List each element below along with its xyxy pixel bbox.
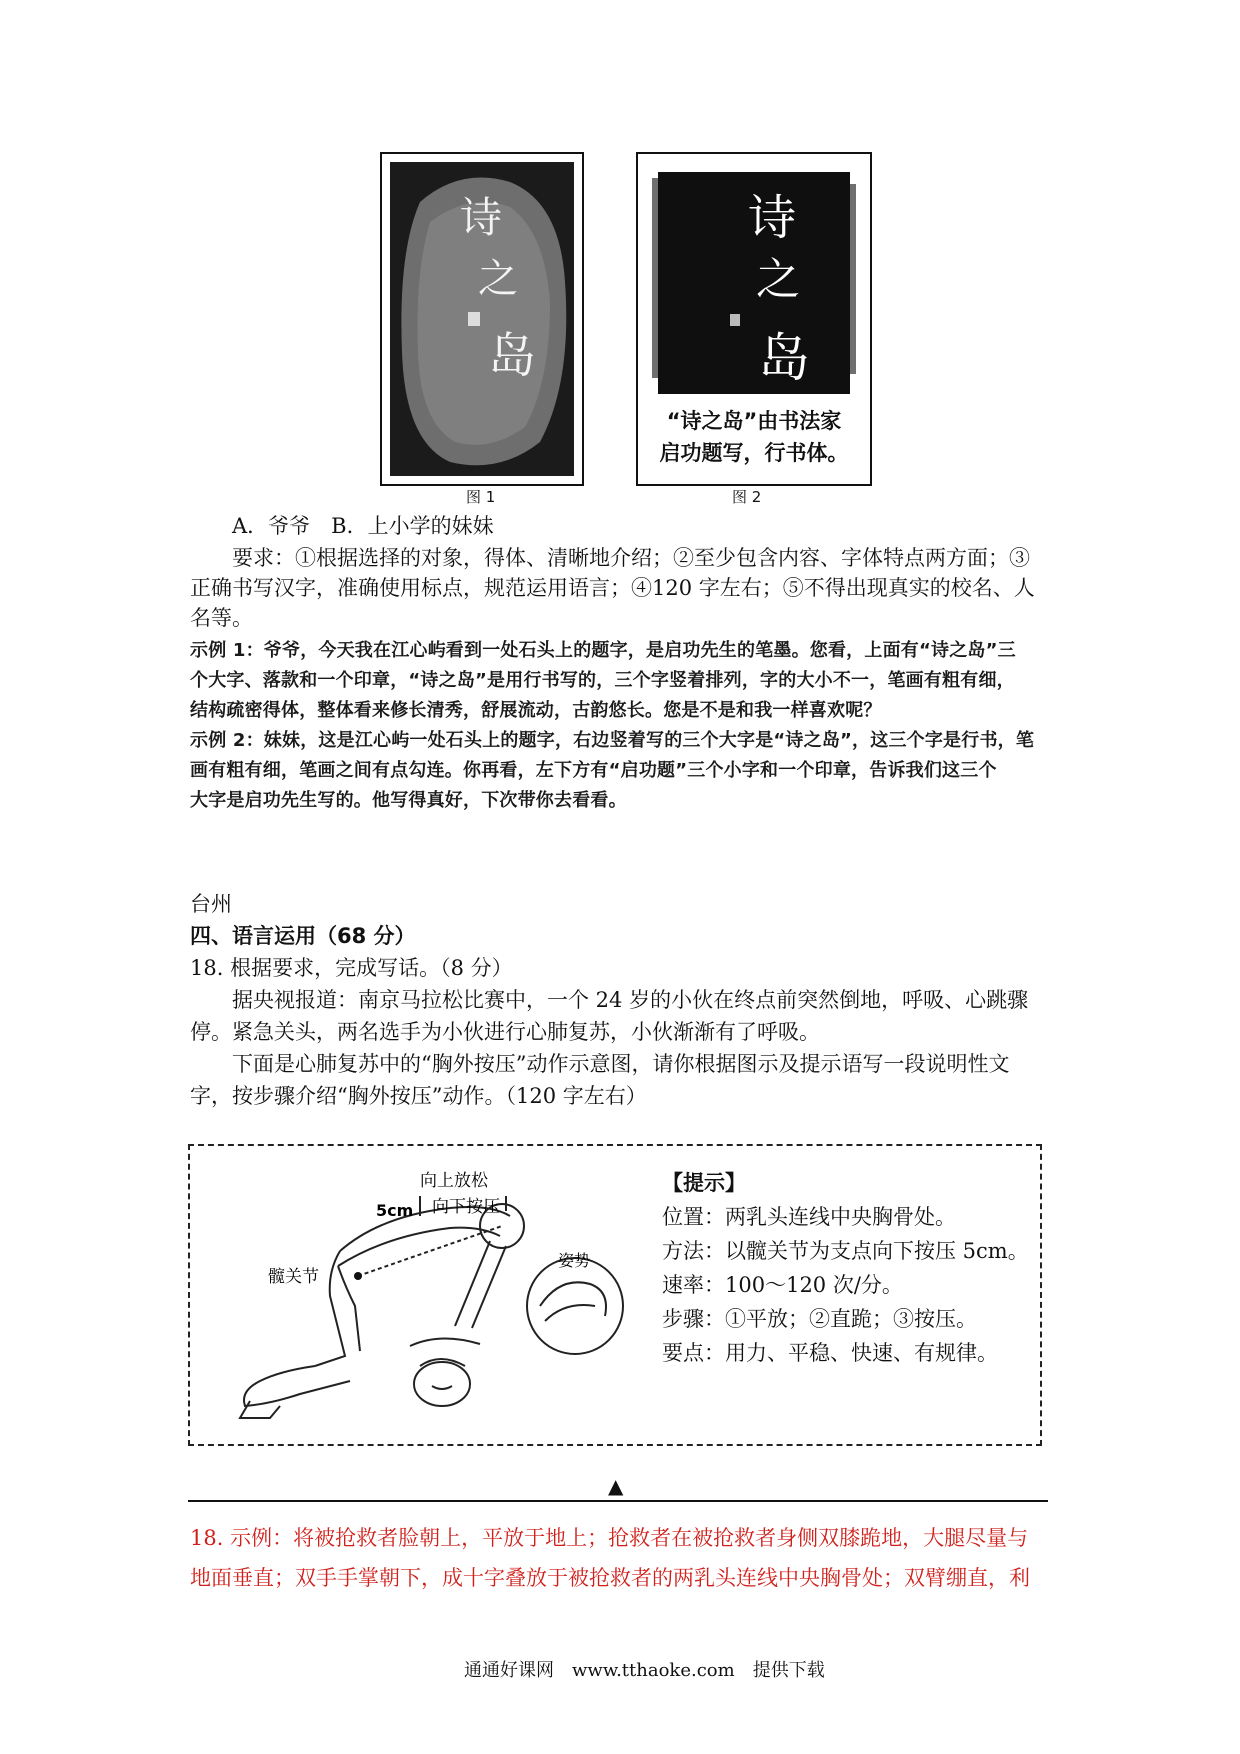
label-5cm: 5cm — [376, 1201, 414, 1220]
hint-item: 方法：以髋关节为支点向下按压 5cm。 — [662, 1239, 1029, 1263]
q18-para2-line2: 字，按步骤介绍“胸外按压”动作。（120 字左右） — [190, 1084, 647, 1108]
rubbing-char-2: 之 — [756, 254, 800, 305]
q18-para1-line1: 据央视报道：南京马拉松比赛中，一个 24 岁的小伙在终点前突然倒地，呼吸、心跳骤 — [232, 988, 1029, 1012]
q18-para2-line1: 下面是心肺复苏中的“胸外按压”动作示意图，请你根据图示及提示语写一段说明性文 — [232, 1052, 1010, 1076]
stone-illustration — [390, 162, 574, 476]
figure-2-calligraphy — [636, 152, 872, 486]
region-label: 台州 — [190, 892, 232, 916]
calligraphy-char-3: 岛 — [488, 328, 537, 384]
hint-item: 速率：100～120 次/分。 — [662, 1273, 903, 1297]
example-line: 个大字、落款和一个印章，“诗之岛”是用行书写的，三个字竖着排列，字的大小不一，笔画有粗有细， — [190, 670, 1015, 691]
q17-requirement-line2: 正确书写汉字，准确使用标点，规范运用语言；④120 字左右；⑤不得出现真实的校名、人 — [190, 576, 1035, 600]
q18-title: 18. 根据要求，完成写话。（8 分） — [190, 956, 513, 980]
rubbing-seal — [730, 314, 740, 326]
label-hip-joint: 髋关节 — [268, 1267, 319, 1287]
seal-mark — [468, 312, 480, 326]
divider-line — [188, 1500, 1048, 1502]
figure-1-label: 图 1 — [466, 488, 496, 506]
rubbing-char-1: 诗 — [748, 190, 797, 246]
example-line: 示例 1：爷爷，今天我在江心屿看到一处石头上的题字，是启功先生的笔墨。您看，上面有“诗之岛”三 — [190, 640, 1016, 661]
triangle-marker-icon: ▲ — [608, 1474, 624, 1498]
example-line: 示例 2：妹妹，这是江心屿一处石头上的题字，右边竖着写的三个大字是“诗之岛”，这三个字是行书，笔 — [190, 730, 1035, 751]
answer-line1: 18. 示例：将被抢救者脸朝上，平放于地上；抢救者在被抢救者身侧双膝跪地，大腿尽量与 — [190, 1526, 1029, 1550]
calligraphy-char-1: 诗 — [460, 193, 503, 242]
example-line: 结构疏密得体，整体看来修长清秀，舒展流动，古韵悠长。您是不是和我一样喜欢呢？ — [190, 700, 882, 721]
hint-item: 位置：两乳头连线中央胸骨处。 — [662, 1205, 956, 1229]
calligraphy-char-2: 之 — [478, 256, 518, 302]
figure-2-label: 图 2 — [732, 488, 762, 506]
answer-line2: 地面垂直；双手手掌朝下，成十字叠放于被抢救者的两乳头连线中央胸骨处；双臂绷直，利 — [190, 1566, 1030, 1590]
label-press-down: 向下按压 — [432, 1197, 500, 1217]
q17-requirement-line1: 要求：①根据选择的对象，得体、清晰地介绍；②至少包含内容、字体特点两方面；③ — [232, 546, 1030, 570]
example-line: 画有粗有细，笔画之间有点勾连。你再看，左下方有“启功题”三个小字和一个印章，告诉我们这三个 — [190, 760, 997, 781]
rubbing-illustration — [648, 164, 860, 474]
cpr-illustration — [210, 1156, 630, 1436]
hint-item: 步骤：①平放；②直跪；③按压。 — [662, 1307, 977, 1331]
page-footer: 通通好课网 www.tthaoke.com 提供下载 — [464, 1660, 825, 1681]
hint-list — [662, 1166, 1029, 1370]
cpr-diagram-box — [188, 1144, 1042, 1446]
fig2-caption-line2: 启功题写，行书体。 — [659, 441, 849, 465]
q18-para1-line2: 停。紧急关头，两名选手为小伙进行心肺复苏，小伙渐渐有了呼吸。 — [190, 1020, 820, 1044]
hint-title: 【提示】 — [662, 1170, 746, 1195]
q17-requirement-line3: 名等。 — [190, 606, 253, 630]
example-line: 大字是启功先生写的。他写得真好，下次带你去看看。 — [190, 790, 627, 811]
figure-1-stone-photo — [380, 152, 584, 486]
fig2-caption-line1: “诗之岛”由书法家 — [666, 409, 842, 433]
label-up-relax: 向上放松 — [420, 1171, 488, 1191]
q17-options: A．爷爷 B．上小学的妹妹 — [232, 514, 494, 538]
hip-joint-dot — [354, 1272, 362, 1280]
q17-examples — [190, 636, 1034, 816]
hint-item: 要点：用力、平稳、快速、有规律。 — [662, 1341, 998, 1365]
section-title: 四、语言运用（68 分） — [190, 924, 416, 948]
label-posture: 姿势 — [558, 1251, 591, 1270]
rubbing-char-3: 岛 — [758, 329, 811, 389]
